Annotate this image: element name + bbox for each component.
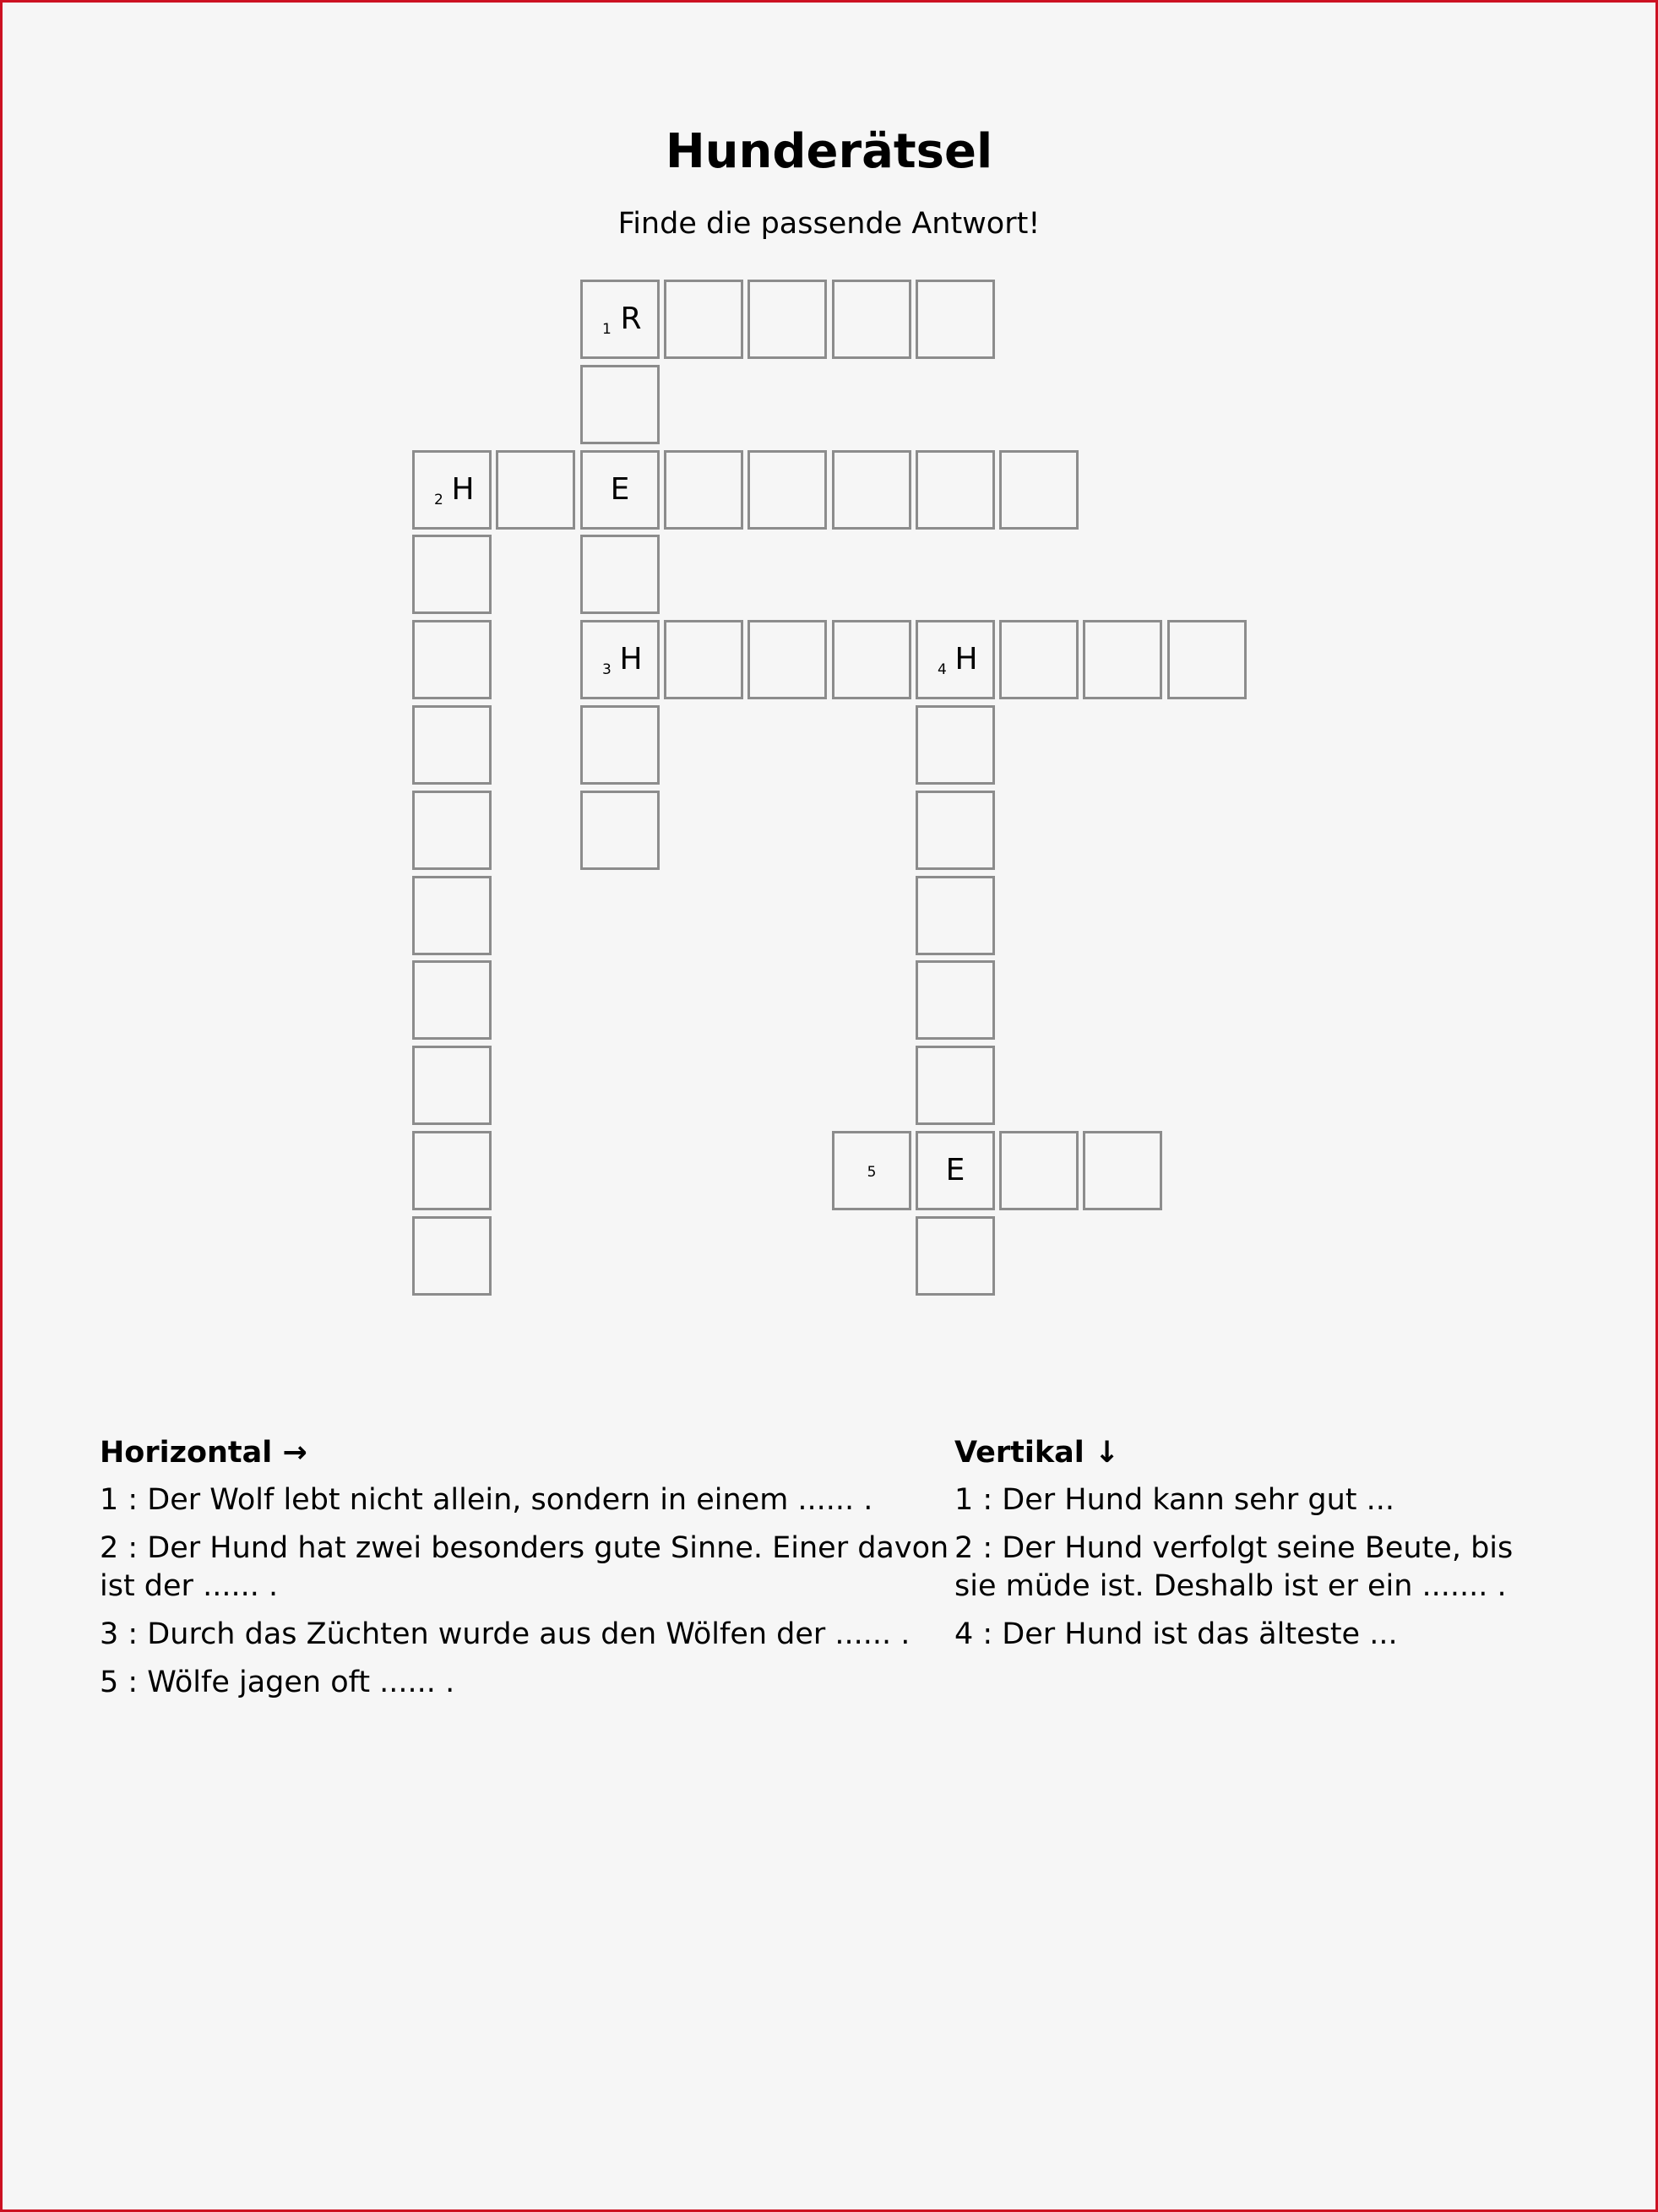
crossword-cell[interactable] bbox=[412, 876, 492, 955]
crossword-cell[interactable] bbox=[999, 1131, 1079, 1210]
clue-number: 4 bbox=[938, 661, 947, 678]
clue-horizontal-5: 5 : Wölfe jagen oft ...... . bbox=[100, 1666, 455, 1699]
crossword-cell[interactable] bbox=[916, 1046, 995, 1125]
crossword-cell[interactable] bbox=[916, 960, 995, 1040]
crossword-cell[interactable] bbox=[916, 450, 995, 530]
clues-horizontal-heading: Horizontal → bbox=[100, 1436, 307, 1470]
crossword-cell[interactable] bbox=[412, 1046, 492, 1125]
crossword-cell[interactable] bbox=[747, 450, 827, 530]
cell-letter: H bbox=[451, 472, 475, 507]
crossword-cell[interactable] bbox=[580, 620, 660, 699]
cell-letter: E bbox=[610, 472, 630, 507]
crossword-cell[interactable] bbox=[412, 535, 492, 614]
crossword-cell[interactable] bbox=[580, 791, 660, 870]
page-title: Hunderätsel bbox=[665, 124, 993, 179]
clue-number: 1 bbox=[602, 321, 612, 338]
clue-horizontal-3: 3 : Durch das Züchten wurde aus den Wölfen der ...... . bbox=[100, 1617, 911, 1651]
clue-vertical-2: 2 : Der Hund verfolgt seine Beute, bis sie müde ist. Deshalb ist er ein ....... . bbox=[954, 1531, 1514, 1603]
cell-letter: R bbox=[620, 302, 642, 336]
crossword-cell[interactable] bbox=[412, 1131, 492, 1210]
crossword-cell[interactable] bbox=[999, 620, 1079, 699]
crossword-cell[interactable] bbox=[664, 450, 743, 530]
clue-number: 3 bbox=[602, 661, 612, 678]
crossword-cell[interactable] bbox=[496, 450, 575, 530]
crossword-cell[interactable] bbox=[664, 620, 743, 699]
crossword-cell[interactable] bbox=[412, 791, 492, 870]
crossword-cell[interactable] bbox=[580, 365, 660, 444]
crossword-cell[interactable] bbox=[1083, 620, 1162, 699]
clue-number: 2 bbox=[434, 492, 443, 508]
crossword-cell[interactable] bbox=[412, 1216, 492, 1296]
crossword-cell[interactable] bbox=[832, 1131, 911, 1210]
clue-horizontal-1: 1 : Der Wolf lebt nicht allein, sondern in einem ...... . bbox=[100, 1483, 873, 1517]
crossword-cell[interactable] bbox=[832, 450, 911, 530]
crossword-cell[interactable] bbox=[916, 280, 995, 359]
cell-letter: H bbox=[954, 642, 978, 677]
clues-horizontal bbox=[100, 1429, 953, 1712]
crossword-cell[interactable] bbox=[1167, 620, 1247, 699]
crossword-cell[interactable] bbox=[412, 705, 492, 785]
crossword-cell[interactable] bbox=[832, 280, 911, 359]
crossword-cell[interactable] bbox=[580, 450, 660, 530]
clues-vertical bbox=[954, 1429, 1563, 1664]
crossword-cell[interactable] bbox=[412, 620, 492, 699]
cell-letter: H bbox=[619, 642, 643, 677]
crossword-cell[interactable] bbox=[412, 450, 492, 530]
crossword-cell[interactable] bbox=[747, 280, 827, 359]
crossword-cell[interactable] bbox=[580, 280, 660, 359]
crossword-cell[interactable] bbox=[1083, 1131, 1162, 1210]
clue-vertical-1: 1 : Der Hund kann sehr gut ... bbox=[954, 1483, 1395, 1517]
crossword-cell[interactable] bbox=[580, 705, 660, 785]
crossword-cell[interactable] bbox=[916, 620, 995, 699]
clue-number: 5 bbox=[867, 1164, 877, 1181]
crossword-cell[interactable] bbox=[916, 1216, 995, 1296]
crossword-cell[interactable] bbox=[580, 535, 660, 614]
crossword-cell[interactable] bbox=[916, 1131, 995, 1210]
crossword-cell[interactable] bbox=[832, 620, 911, 699]
crossword-cell[interactable] bbox=[664, 280, 743, 359]
crossword-cell[interactable] bbox=[916, 791, 995, 870]
crossword-cell[interactable] bbox=[999, 450, 1079, 530]
page-subtitle: Finde die passende Antwort! bbox=[617, 207, 1041, 241]
crossword-cell[interactable] bbox=[916, 705, 995, 785]
clue-horizontal-2: 2 : Der Hund hat zwei besonders gute Sinne. Einer davon ist der ...... . bbox=[100, 1531, 949, 1603]
clue-vertical-4: 4 : Der Hund ist das älteste ... bbox=[954, 1617, 1398, 1651]
crossword-cell[interactable] bbox=[412, 960, 492, 1040]
cell-letter: E bbox=[945, 1153, 965, 1188]
clues-vertical-heading: Vertikal ↓ bbox=[954, 1436, 1120, 1470]
crossword-cell[interactable] bbox=[916, 876, 995, 955]
crossword-cell[interactable] bbox=[747, 620, 827, 699]
